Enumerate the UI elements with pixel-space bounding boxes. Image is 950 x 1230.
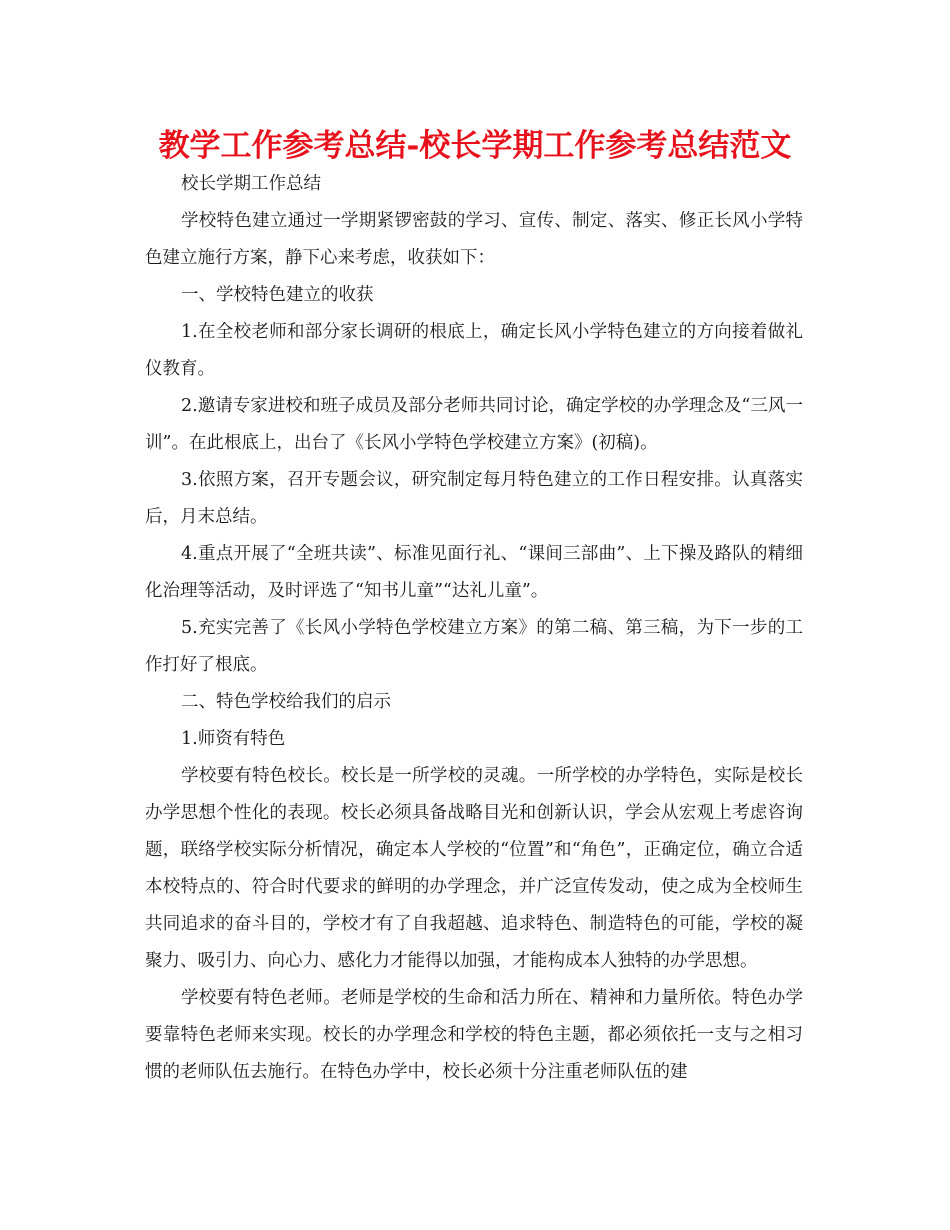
- section-heading: 一、学校特色建立的收获: [181, 285, 374, 305]
- document-title: 教学工作参考总结-校长学期工作参考总结范文: [158, 128, 792, 164]
- document-body: [145, 166, 803, 1091]
- paragraph: 1.在全校老师和部分家长调研的根底上，确定长风小学特色建立的方向接着做礼仪教育。: [145, 322, 803, 379]
- section-heading: 二、特色学校给我们的启示: [181, 692, 391, 712]
- subsection-heading: 1.师资有特色: [181, 729, 286, 749]
- paragraph: 5.充实完善了《长风小学特色学校建立方案》的第二稿、第三稿，为下一步的工作打好了根底。: [145, 618, 803, 675]
- paragraph: 学校要有特色校长。校长是一所学校的灵魂。一所学校的办学特色，实际是校长办学思想个性化的表现。校长必须具备战略目光和创新认识，学会从宏观上考虑咨询题，联络学校实际分析情况，确定本人学校的“位置”和“角色”，正确定位，确立合适本校特点的、符合时代要求的鲜明的办学理念，并广泛宣传发动，使之成为全校师生共同追求的奋斗目的，学校才有了自我超越、追求特色、制造特色的可能，学校的凝聚力、吸引力、向心力、感化力才能得以加强，才能构成本人独特的办学思想。: [145, 766, 803, 971]
- paragraph: 3.依照方案，召开专题会议，研究制定每月特色建立的工作日程安排。认真落实后，月末总结。: [145, 470, 803, 527]
- paragraph: 学校特色建立通过一学期紧锣密鼓的学习、宣传、制定、落实、修正长风小学特色建立施行方案，静下心来考虑，收获如下：: [145, 211, 803, 268]
- paragraph: 2.邀请专家进校和班子成员及部分老师共同讨论，确定学校的办学理念及“三风一训”。在此根底上，出台了《长风小学特色学校建立方案》(初稿)。: [145, 396, 803, 453]
- paragraph: 4.重点开展了“全班共读”、标准见面行礼、“课间三部曲”、上下操及路队的精细化治理等活动，及时评选了“知书儿童”“达礼儿童”。: [145, 544, 803, 601]
- paragraph: 学校要有特色老师。老师是学校的生命和活力所在、精神和力量所依。特色办学要靠特色老师来实现。校长的办学理念和学校的特色主题，都必须依托一支与之相习惯的老师队伍去施行。在特色办学中，校长必须十分注重老师队伍的建: [145, 988, 803, 1082]
- paragraph: 校长学期工作总结: [181, 174, 321, 194]
